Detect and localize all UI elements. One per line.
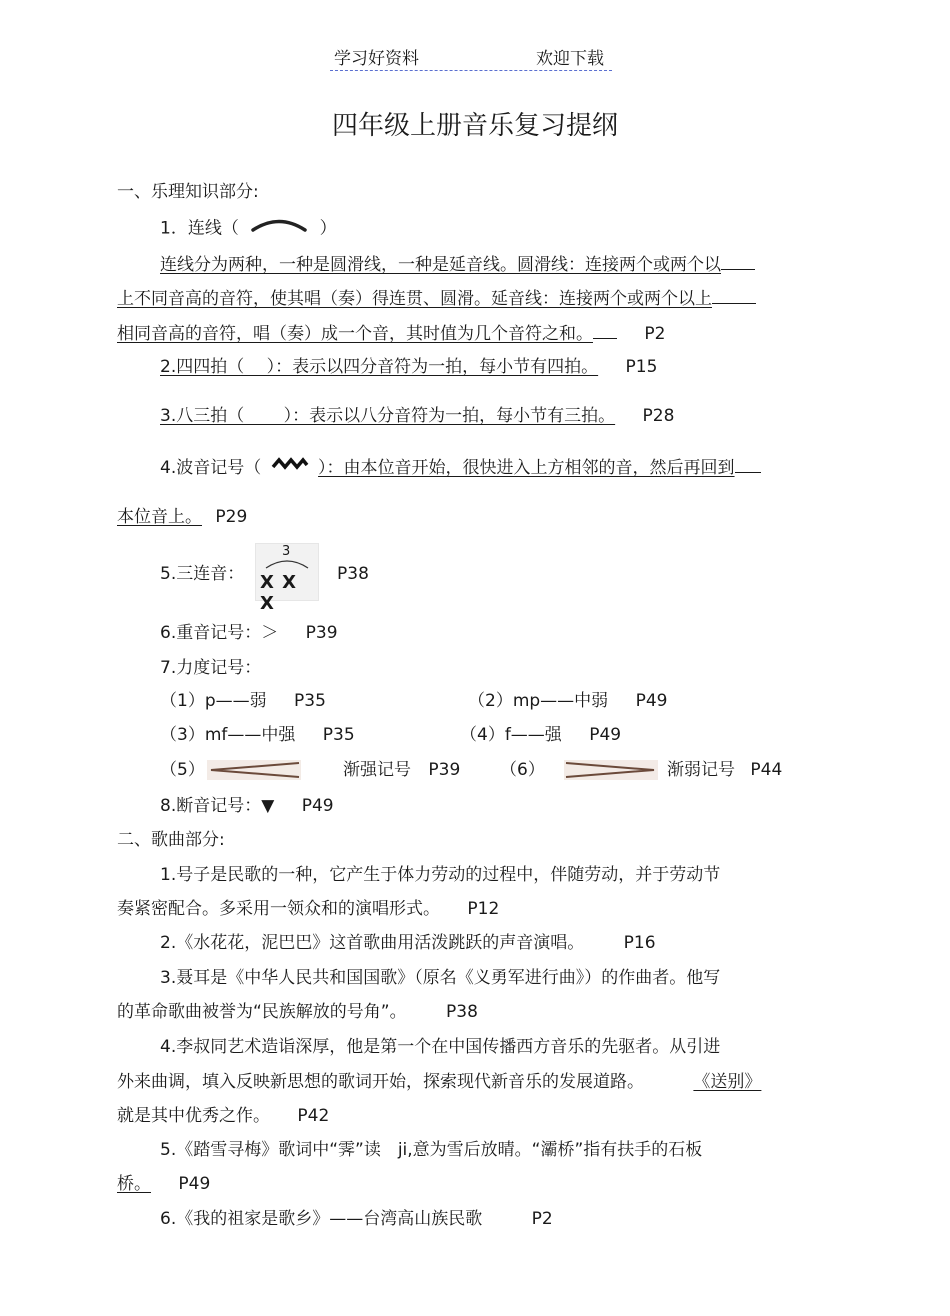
dynamic-1 bbox=[160, 689, 326, 713]
song-item-2-page: P16 bbox=[623, 933, 656, 953]
three-eight-page: P28 bbox=[642, 406, 675, 426]
item-mordent bbox=[160, 454, 761, 480]
dynamic-4-page: P49 bbox=[589, 725, 622, 745]
dynamic-4 bbox=[460, 723, 621, 747]
tie-text-2 bbox=[117, 285, 756, 311]
song-item-5b bbox=[117, 1172, 210, 1196]
blank-line bbox=[593, 320, 617, 339]
triplet-notes: X X X bbox=[260, 572, 298, 614]
song-item-6 bbox=[160, 1207, 553, 1231]
tie-close: ） bbox=[319, 218, 337, 239]
dynamic-6 bbox=[500, 758, 545, 782]
item-four-four bbox=[160, 355, 657, 379]
dynamic-3-page: P35 bbox=[322, 725, 355, 745]
four-four-label: 2.四四拍（ ）：表示以四分音符为一拍，每小节有四拍。 bbox=[160, 357, 599, 377]
song-item-6-text: 6.《我的祖家是歌乡》——台湾高山族民歌 bbox=[160, 1209, 483, 1229]
mordent-text: ）：由本位音开始，很快进入上方相邻的音，然后再回到 bbox=[318, 458, 735, 478]
dynamic-3 bbox=[160, 723, 355, 747]
section-heading-theory: 一、乐理知识部分: bbox=[117, 182, 259, 202]
item-three-eight bbox=[160, 404, 674, 428]
header-left: 学习好资料 bbox=[334, 49, 419, 69]
dynamics-label: 7.力度记号： bbox=[160, 658, 262, 678]
song-item-3-text: 的革命歌曲被誉为“民族解放的号角”。 bbox=[117, 1002, 407, 1022]
item-tie bbox=[160, 215, 337, 242]
song-item-4-text: 外来曲调，填入反映新思想的歌词开始，探索现代新音乐的发展道路。 bbox=[117, 1072, 644, 1092]
crescendo-text: 渐强记号 bbox=[343, 760, 411, 780]
triplet-icon bbox=[255, 543, 319, 614]
staccato-label: 8.断音记号：▼ bbox=[160, 796, 275, 816]
tie-paragraph-3: 相同音高的音符，唱（奏）成一个音，其时值为几个音符之和。 bbox=[117, 324, 593, 344]
dynamic-5-page: P39 bbox=[428, 760, 461, 780]
song-item-3-page: P38 bbox=[446, 1002, 478, 1022]
song-item-4b bbox=[117, 1070, 761, 1094]
header-right: 欢迎下载 bbox=[536, 49, 604, 69]
dynamic-2 bbox=[468, 689, 667, 713]
song-item-1-page: P12 bbox=[467, 899, 500, 919]
dynamic-6-page: P44 bbox=[750, 760, 783, 780]
dynamic-4-text: （4）f——强 bbox=[460, 725, 562, 745]
tie-paragraph-2: 上不同音高的音符，使其唱（奏）得连贯、圆滑。延音线：连接两个或两个以上 bbox=[117, 289, 712, 309]
diminuendo-text: 渐弱记号 bbox=[667, 760, 735, 780]
blank-line bbox=[735, 454, 761, 473]
song-item-4a: 4.李叔同艺术造诣深厚，他是第一个在中国传播西方音乐的先驱者。从引进 bbox=[160, 1037, 721, 1057]
tie-page: P2 bbox=[644, 324, 666, 344]
song-item-3b bbox=[117, 1000, 478, 1024]
tie-paragraph-1: 连线分为两种，一种是圆滑线，一种是延音线。圆滑线：连接两个或两个以 bbox=[160, 255, 721, 275]
blank-line bbox=[721, 251, 755, 270]
dynamic-6-text: （6） bbox=[500, 760, 545, 780]
dynamic-5-text: （5） bbox=[160, 760, 205, 780]
section-heading-songs: 二、歌曲部分: bbox=[117, 830, 225, 850]
song-item-4-page: P42 bbox=[297, 1106, 330, 1126]
song-item-4-cont: 就是其中优秀之作。 bbox=[117, 1106, 270, 1126]
song-item-1-text: 奏紧密配合。多采用一领众和的演唱形式。 bbox=[117, 899, 440, 919]
song-item-5-cont: 桥。 bbox=[117, 1174, 151, 1194]
dynamic-1-page: P35 bbox=[294, 691, 326, 711]
dynamic-2-page: P49 bbox=[635, 691, 668, 711]
tie-text-1 bbox=[160, 251, 755, 277]
song-item-4-title: 《送别》 bbox=[693, 1072, 762, 1092]
song-item-1b bbox=[117, 897, 499, 921]
mordent-icon bbox=[271, 456, 309, 480]
dynamic-2-text: （2）mp——中弱 bbox=[468, 691, 609, 711]
dynamic-3-text: （3）mf——中强 bbox=[160, 725, 296, 745]
four-four-page: P15 bbox=[625, 357, 658, 377]
triplet-number: 3 bbox=[282, 544, 291, 559]
item-staccato bbox=[160, 794, 334, 818]
tie-text-3 bbox=[117, 320, 665, 346]
crescendo-icon bbox=[207, 760, 301, 780]
song-item-2-text: 2.《水花花，泥巴巴》这首歌曲用活泼跳跃的声音演唱。 bbox=[160, 933, 585, 953]
blank-line bbox=[712, 285, 756, 304]
accent-label: 6.重音记号：＞ bbox=[160, 623, 279, 643]
song-item-5a: 5.《踏雪寻梅》歌词中“霁”读 ji,意为雪后放晴。“灞桥”指有扶手的石板 bbox=[160, 1140, 703, 1160]
song-item-5-page: P49 bbox=[178, 1174, 211, 1194]
page-title: 四年级上册音乐复习提纲 bbox=[331, 111, 618, 141]
song-item-2 bbox=[160, 931, 656, 955]
mordent-cont-line bbox=[117, 505, 247, 529]
diminuendo-icon bbox=[564, 760, 658, 780]
song-item-6-page: P2 bbox=[531, 1209, 553, 1229]
song-item-4c bbox=[117, 1104, 329, 1128]
triplet-page: P38 bbox=[337, 564, 369, 584]
tie-arc-icon bbox=[250, 215, 308, 242]
dynamic-5-label bbox=[343, 758, 460, 782]
three-eight-label: 3.八三拍（ ）：表示以八分音符为一拍，每小节有三拍。 bbox=[160, 406, 616, 426]
accent-page: P39 bbox=[305, 623, 338, 643]
staccato-page: P49 bbox=[301, 796, 334, 816]
mordent-cont: 本位音上。 bbox=[117, 507, 202, 527]
tie-label: 1．连线（ bbox=[160, 218, 239, 239]
page-header bbox=[330, 44, 612, 71]
song-item-1a: 1.号子是民歌的一种，它产生于体力劳动的过程中，伴随劳动，并于劳动节 bbox=[160, 865, 721, 885]
item-accent bbox=[160, 621, 338, 645]
mordent-label: 4.波音记号（ bbox=[160, 458, 262, 478]
mordent-page: P29 bbox=[215, 507, 248, 527]
item-triplet bbox=[160, 562, 244, 586]
triplet-label: 5.三连音： bbox=[160, 564, 245, 584]
song-item-3a: 3.聂耳是《中华人民共和国国歌》（原名《义勇军进行曲》）的作曲者。他写 bbox=[160, 968, 721, 988]
dynamic-5 bbox=[160, 758, 205, 782]
dynamic-6-label bbox=[667, 758, 782, 782]
dynamic-1-text: （1）p——弱 bbox=[160, 691, 267, 711]
